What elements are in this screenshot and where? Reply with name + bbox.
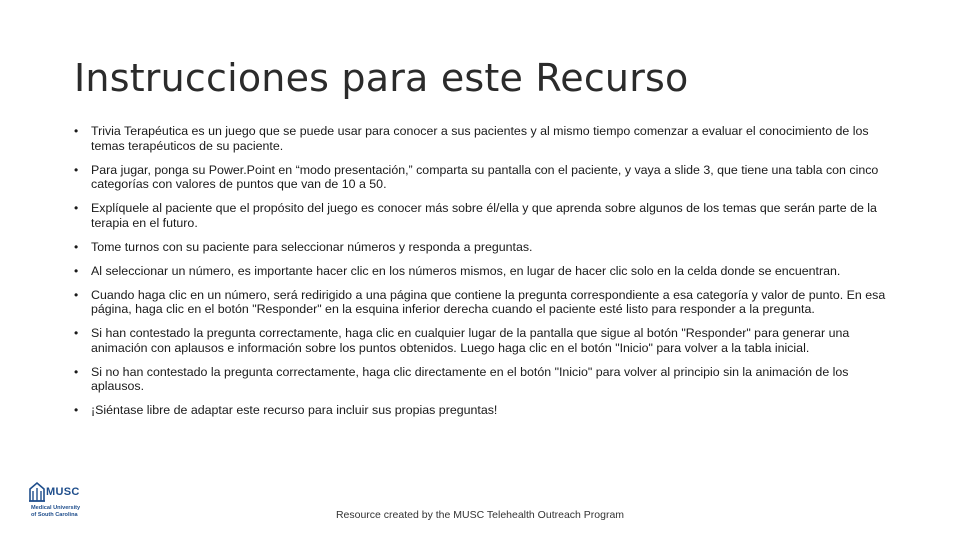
- list-item: [74, 403, 886, 418]
- list-item: [74, 365, 886, 394]
- bullet-icon: •: [74, 124, 79, 138]
- logo-line-1: Medical University: [31, 505, 81, 511]
- bullet-text: Cuando haga clic en un número, será redirigido a una página que contiene la pregunta correspondiente a esa categoría y valor de punto. En esa página, haga clic en el botón "Responder" en la esquina inferior derecha cuando el paciente esté listo para responder a la pregunta.: [91, 287, 886, 316]
- logo-brand: MUSC: [46, 486, 80, 498]
- list-item: [74, 240, 886, 255]
- bullet-text: Si no han contestado la pregunta correctamente, haga clic directamente en el botón "Inicio" para volver al principio sin la animación de los aplausos.: [91, 364, 849, 393]
- bullet-text: Trivia Terapéutica es un juego que se puede usar para conocer a sus pacientes y al mismo tiempo comenzar a evaluar el conocimiento de los temas terapéuticos de su paciente.: [91, 124, 869, 153]
- bullet-icon: •: [74, 403, 79, 417]
- slide-title: Instrucciones para este Recurso: [74, 56, 689, 100]
- bullet-icon: •: [74, 201, 79, 215]
- bullet-icon: •: [74, 326, 79, 340]
- list-item: [74, 288, 886, 317]
- list-item: [74, 326, 886, 355]
- bullet-text: Tome turnos con su paciente para seleccionar números y responda a preguntas.: [91, 239, 533, 254]
- list-item: [74, 124, 886, 153]
- musc-building-icon: [28, 480, 46, 502]
- bullet-icon: •: [74, 287, 79, 302]
- bullet-text: Si han contestado la pregunta correctamente, haga clic en cualquier lugar de la pantalla que sigue al botón "Responder" para generar una animación con aplausos e información sobre los puntos obtenidos. Luego haga clic en el botón "Inicio" para volver a la tabla inicial.: [91, 326, 850, 355]
- footer-credit: Resource created by the MUSC Telehealth Outreach Program: [335, 509, 625, 521]
- bullet-icon: •: [74, 364, 79, 379]
- instruction-list: [74, 124, 886, 427]
- bullet-text: Para jugar, ponga su Power.Point en “modo presentación,” comparta su pantalla con el paciente, y vaya a slide 3, que tiene una tabla con cinco categorías con valores de puntos que van de 10 a 50.: [91, 162, 879, 191]
- bullet-icon: •: [74, 162, 79, 177]
- bullet-icon: •: [74, 239, 79, 254]
- bullet-text: Al seleccionar un número, es importante hacer clic en los números mismos, en lugar de hacer clic solo en la celda donde se encuentran.: [91, 263, 841, 278]
- list-item: [74, 201, 886, 230]
- logo-line-2: of South Carolina: [31, 512, 78, 518]
- list-item: [74, 264, 886, 279]
- list-item: [74, 163, 886, 192]
- bullet-text: Explíquele al paciente que el propósito del juego es conocer más sobre él/ella y que aprenda sobre algunos de los temas que serán parte de la terapia en el futuro.: [91, 201, 877, 230]
- bullet-text: ¡Siéntase libre de adaptar este recurso para incluir sus propias preguntas!: [91, 403, 498, 417]
- bullet-icon: •: [74, 263, 79, 278]
